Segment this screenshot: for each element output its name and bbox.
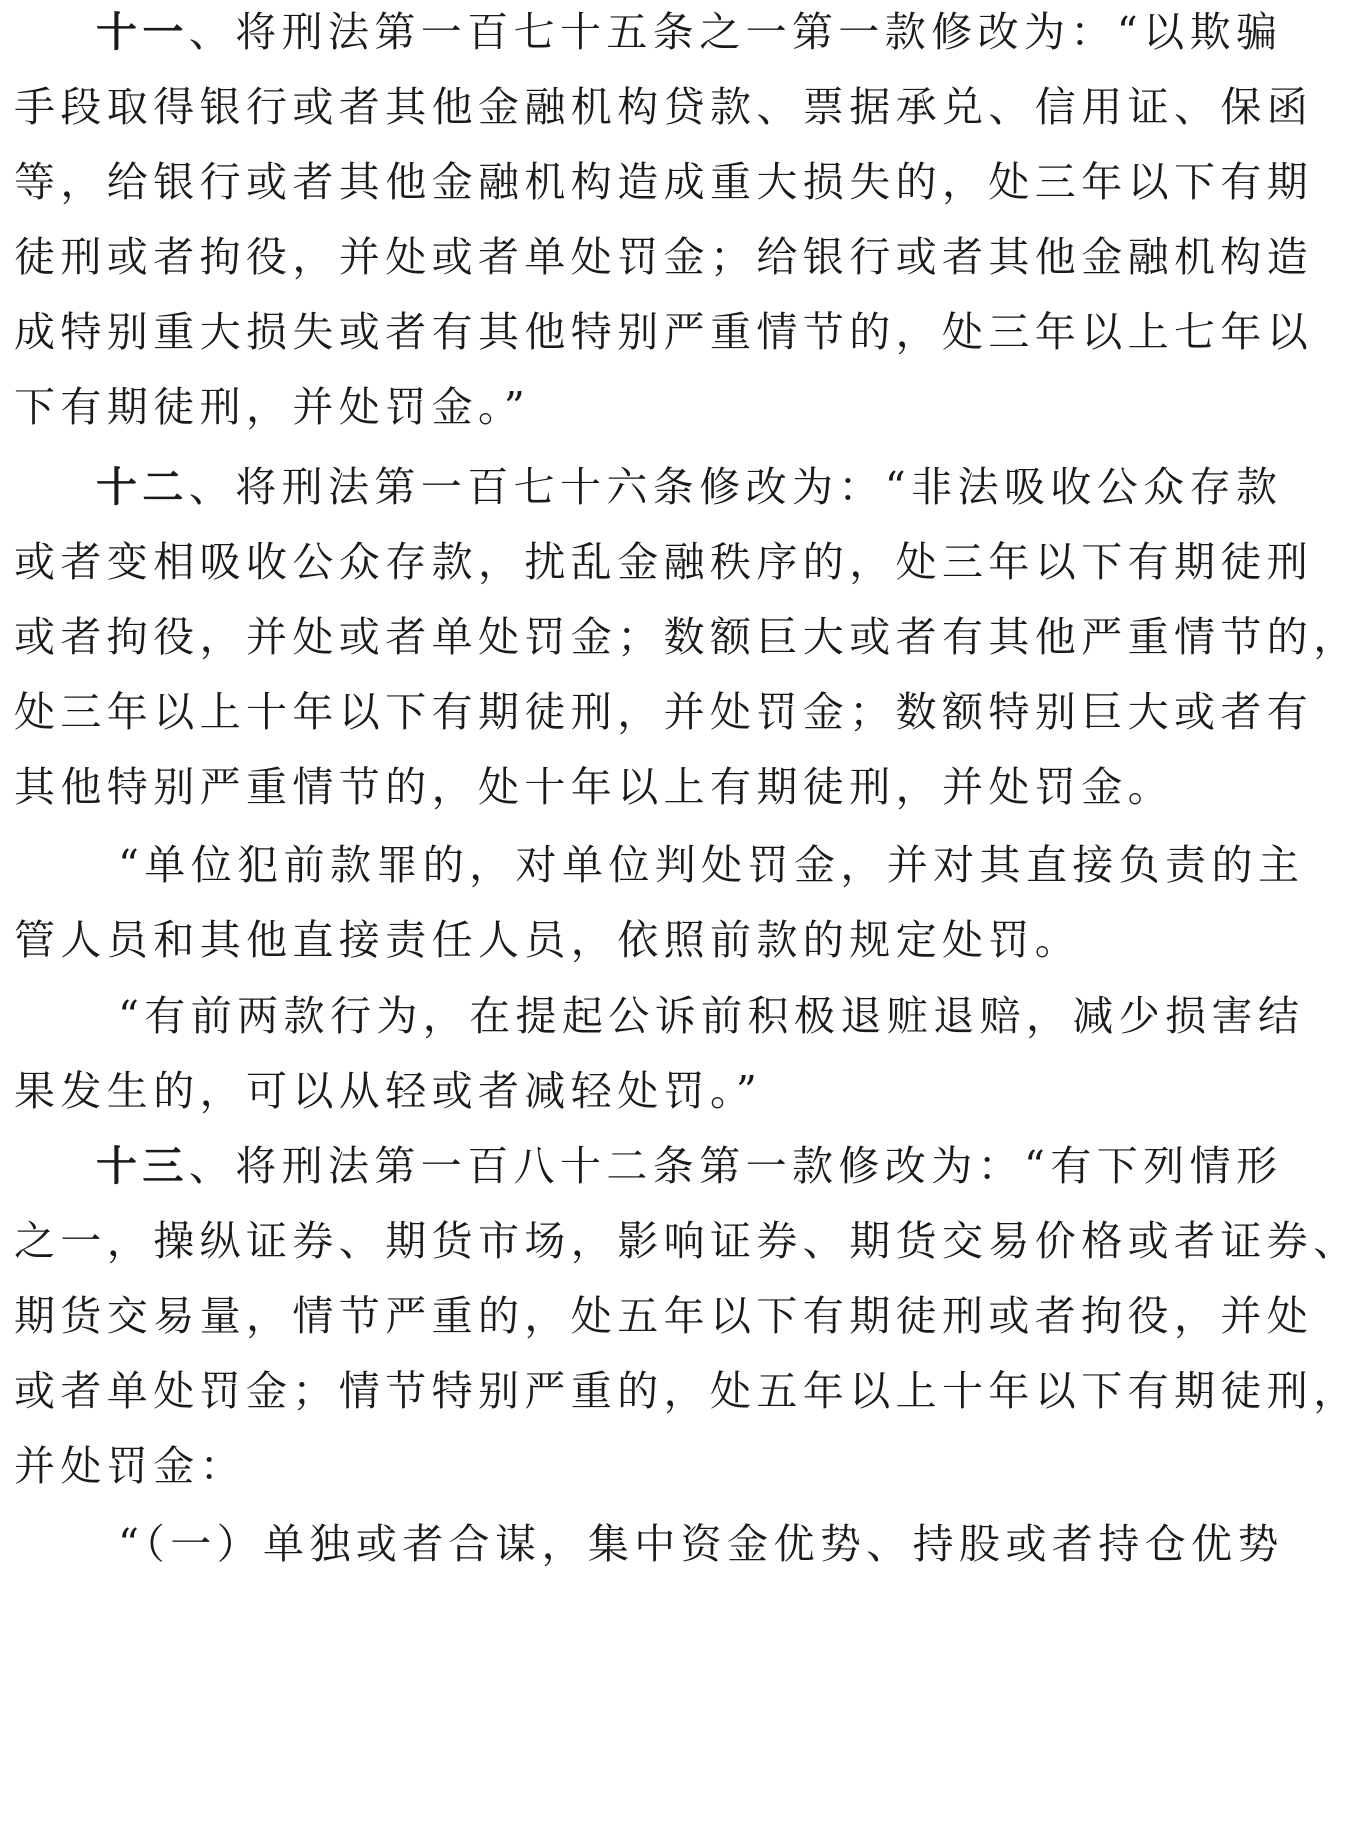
paragraph-line: 等，给银行或者其他金融机构造成重大损失的，处三年以下有期 (14, 158, 1314, 206)
article-heading: 十三 (96, 1142, 189, 1190)
paragraph-line: “有前两款行为，在提起公诉前积极退赃退赔，减少损害结 (118, 992, 1305, 1040)
paragraph-line (14, 1136, 1283, 1196)
line-text: 、将刑法第一百七十五条之一第一款修改为：“以欺骗 (188, 8, 1283, 56)
paragraph-line: 徒刑或者拘役，并处或者单处罚金；给银行或者其他金融机构造 (14, 233, 1314, 281)
paragraph-line: 果发生的，可以从轻或者减轻处罚。” (14, 1067, 763, 1115)
paragraph-line: 期货交易量，情节严重的，处五年以下有期徒刑或者拘役，并处 (14, 1292, 1314, 1340)
paragraph-line: “单位犯前款罪的，对单位判处罚金，并对其直接负责的主 (118, 841, 1305, 889)
paragraph-line: 管人员和其他直接责任人员，依照前款的规定处罚。 (14, 916, 1082, 964)
paragraph-line: 或者拘役，并处或者单处罚金；数额巨大或者有其他严重情节的， (14, 613, 1360, 661)
paragraph-line: 手段取得银行或者其他金融机构贷款、票据承兑、信用证、保函 (14, 83, 1314, 131)
paragraph-line: 或者单处罚金；情节特别严重的，处五年以上十年以下有期徒刑， (14, 1367, 1360, 1415)
paragraph-line: 下有期徒刑，并处罚金。” (14, 383, 531, 431)
paragraph-line: 其他特别严重情节的，处十年以上有期徒刑，并处罚金。 (14, 763, 1174, 811)
paragraph-line (14, 457, 1283, 517)
paragraph-line: “（一）单独或者合谋，集中资金优势、持股或者持仓优势 (118, 1520, 1284, 1568)
paragraph-line: 成特别重大损失或者有其他特别严重情节的，处三年以上七年以 (14, 308, 1314, 356)
paragraph-line: 处三年以上十年以下有期徒刑，并处罚金；数额特别巨大或者有 (14, 688, 1314, 736)
line-text: 、将刑法第一百八十二条第一款修改为：“有下列情形 (188, 1142, 1283, 1190)
paragraph-line: 并处罚金： (14, 1442, 246, 1490)
paragraph-line (14, 2, 1283, 62)
paragraph-line: 之一，操纵证券、期货市场，影响证券、期货交易价格或者证券、 (14, 1217, 1360, 1265)
line-text: 、将刑法第一百七十六条修改为：“非法吸收公众存款 (188, 463, 1283, 511)
article-heading: 十二 (96, 463, 189, 511)
paragraph-line: 或者变相吸收公众存款，扰乱金融秩序的，处三年以下有期徒刑 (14, 538, 1314, 586)
article-heading: 十一 (96, 8, 189, 56)
